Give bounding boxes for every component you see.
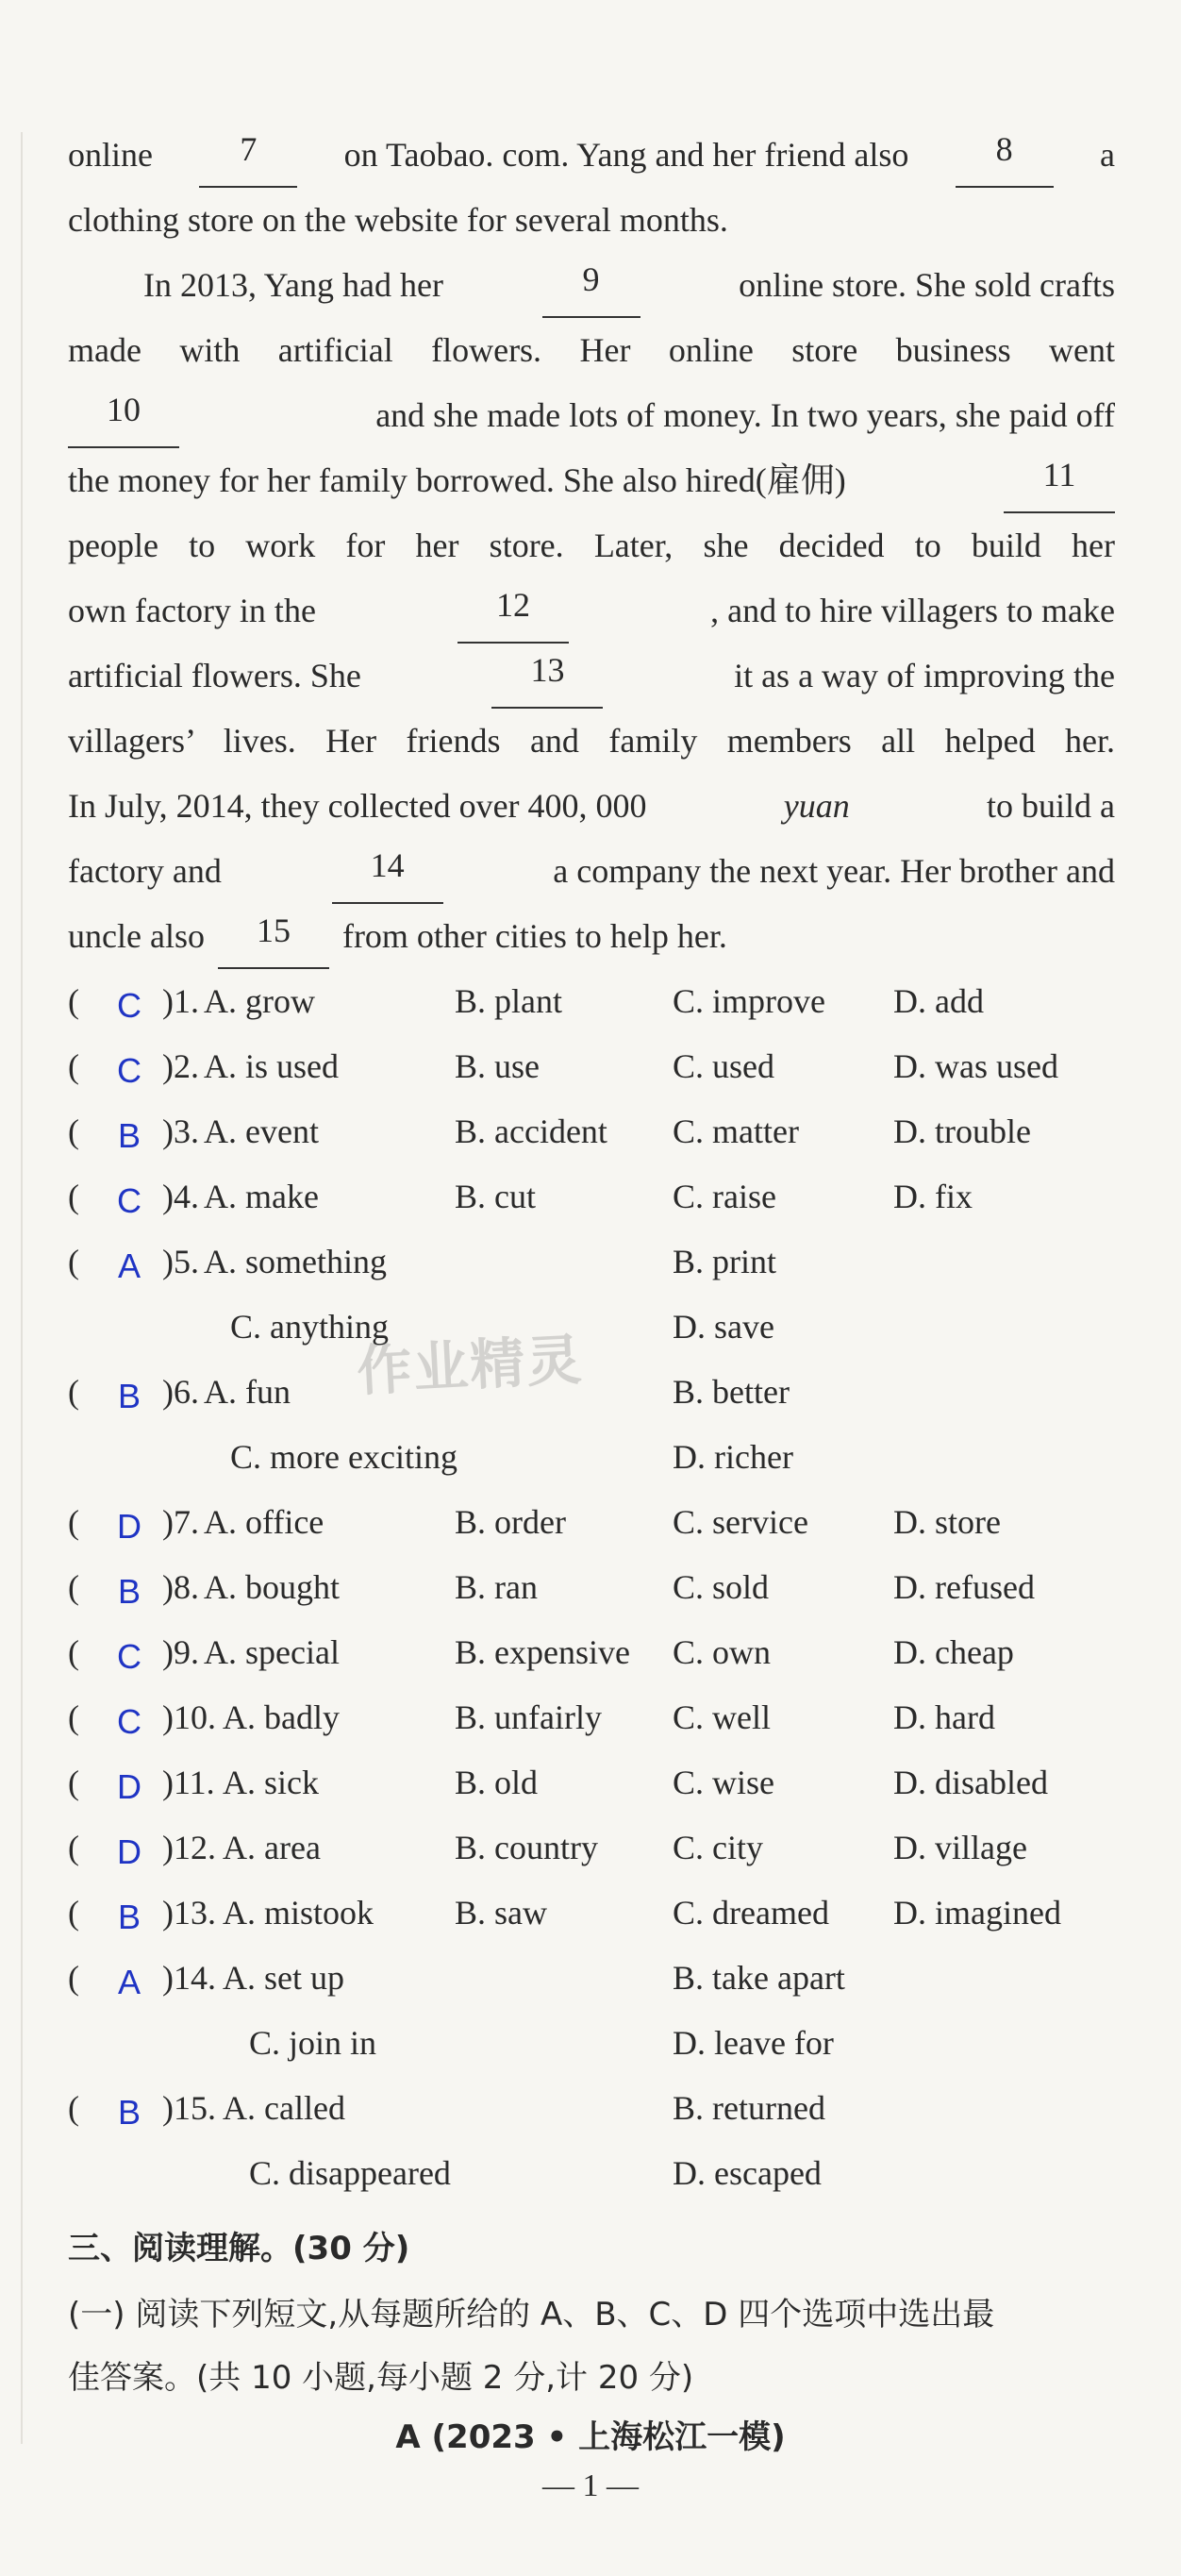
question-row [68, 1360, 1134, 1425]
option-d[interactable]: D. richer [673, 1438, 793, 1476]
option-b[interactable]: B. take apart [673, 1959, 845, 1997]
option-b[interactable]: B. old [455, 1764, 539, 1801]
text: people to work for her store. Later, she decided to build her [68, 527, 1115, 564]
option-a[interactable]: A. something [204, 1243, 387, 1280]
answer-paren: ( [68, 1698, 79, 1736]
option-a[interactable]: A. sick [223, 1764, 319, 1801]
option-b[interactable]: B. print [673, 1243, 777, 1280]
passage-line [68, 123, 1115, 188]
question-row [68, 1750, 1134, 1815]
answer-letter: B [117, 2093, 141, 2132]
question-row [68, 2076, 1134, 2141]
passage-line [68, 578, 1115, 644]
answer-paren: ( [68, 1633, 79, 1671]
question-number: )3. [162, 1112, 199, 1150]
page-edge-shadow [21, 132, 23, 2444]
option-d[interactable]: D. refused [893, 1568, 1035, 1606]
option-b[interactable]: B. country [455, 1829, 598, 1866]
passage-line [68, 188, 1115, 253]
option-c[interactable]: C. well [673, 1698, 771, 1736]
answer-letter: A [117, 1246, 141, 1285]
question-row [68, 1620, 1134, 1685]
text: In 2013, Yang had her [143, 266, 443, 304]
answer-letter: C [117, 1051, 141, 1090]
answer-letter: D [117, 1832, 141, 1871]
question-row-continued [68, 2141, 1134, 2206]
option-b[interactable]: B. ran [455, 1568, 538, 1606]
question-row [68, 1034, 1134, 1099]
option-a[interactable]: A. office [204, 1503, 324, 1541]
option-a[interactable]: A. called [223, 2089, 345, 2127]
passage-line [68, 644, 1115, 709]
question-number: )8. [162, 1568, 199, 1606]
page-number: — 1 — [542, 2468, 639, 2503]
option-c[interactable]: C. more exciting [230, 1438, 457, 1476]
text: a company the next year. Her brother and [553, 852, 1115, 890]
question-number: )11. [162, 1764, 215, 1801]
passage-line [68, 904, 1115, 969]
passage-line [68, 513, 1115, 578]
answer-paren: ( [68, 1829, 79, 1866]
option-d[interactable]: D. store [893, 1503, 1001, 1541]
option-c[interactable]: C. wise [673, 1764, 774, 1801]
question-row [68, 1555, 1134, 1620]
text: and she made lots of money. In two years, she paid off [375, 396, 1115, 434]
question-row [68, 1099, 1134, 1164]
question-row [68, 1164, 1134, 1229]
option-a[interactable]: A. set up [223, 1959, 344, 1997]
question-number: )10. [162, 1698, 216, 1736]
option-d[interactable]: D. escaped [673, 2154, 822, 2192]
blank-13: 13 [491, 644, 603, 709]
answer-letter: B [117, 1116, 141, 1155]
option-b[interactable]: B. cut [455, 1178, 536, 1215]
text: online [68, 136, 153, 174]
option-a[interactable]: A. grow [204, 982, 315, 1020]
question-number: )7. [162, 1503, 199, 1541]
text: own factory in the [68, 592, 316, 629]
answer-letter: C [117, 1637, 141, 1676]
answer-letter: B [117, 1377, 141, 1415]
answer-paren: ( [68, 1373, 79, 1411]
question-number: )14. [162, 1959, 216, 1997]
passage-line [68, 709, 1115, 774]
question-row [68, 1881, 1134, 1946]
question-number: )1. [162, 982, 199, 1020]
text: it as a way of improving the [734, 657, 1115, 694]
option-c[interactable]: C. disappeared [249, 2154, 451, 2192]
answer-letter: C [117, 1702, 141, 1741]
option-b[interactable]: B. unfairly [455, 1698, 602, 1736]
text: on Taobao. com. Yang and her friend also [343, 136, 909, 174]
passage-line [68, 448, 1115, 513]
option-a[interactable]: A. fun [204, 1373, 291, 1411]
section-title: 三、阅读理解。(30 分) [68, 2230, 410, 2267]
option-b[interactable]: B. better [673, 1373, 790, 1411]
answer-letter: B [117, 1572, 141, 1611]
section-instructions-line2: 佳答案。(共 10 小题,每小题 2 分,计 20 分) [68, 2359, 694, 2397]
text: villagers’ lives. Her friends and family members all helped her. [68, 722, 1115, 760]
text: , and to hire villagers to make [710, 592, 1115, 629]
passage-line [68, 383, 1115, 448]
passage-line [68, 318, 1115, 383]
question-number: )4. [162, 1178, 199, 1215]
answer-paren: ( [68, 1243, 79, 1280]
question-row [68, 969, 1134, 1034]
question-row-continued [68, 2011, 1134, 2076]
answer-paren: ( [68, 1178, 79, 1215]
blank-10: 10 [68, 383, 179, 448]
answer-paren: ( [68, 2089, 79, 2127]
option-d[interactable]: D. save [673, 1308, 774, 1346]
option-b[interactable]: B. returned [673, 2089, 825, 2127]
option-c[interactable]: C. join in [249, 2024, 377, 2062]
watermark-logo: 作业精灵 [355, 1327, 585, 1404]
option-a[interactable]: A. bought [204, 1568, 340, 1606]
text: made with artificial flowers. Her online store business went [68, 331, 1115, 369]
blank-9: 9 [542, 253, 640, 318]
passage-line [68, 839, 1115, 904]
answer-paren: ( [68, 1894, 79, 1932]
text: to build a [987, 787, 1115, 825]
question-number: )12. [162, 1829, 216, 1866]
question-number: )13. [162, 1894, 216, 1932]
question-row [68, 1946, 1134, 2011]
question-row-continued [68, 1295, 1134, 1360]
question-number: )2. [162, 1047, 199, 1085]
answer-letter: A [117, 1963, 141, 2001]
option-d[interactable]: D. imagined [893, 1894, 1061, 1932]
option-a[interactable]: A. event [204, 1112, 319, 1150]
option-c[interactable]: C. used [673, 1047, 774, 1085]
option-c[interactable]: C. service [673, 1503, 808, 1541]
question-row [68, 1685, 1134, 1750]
option-d[interactable]: D. village [893, 1829, 1027, 1866]
option-b[interactable]: B. order [455, 1503, 566, 1541]
text: a [1100, 136, 1115, 174]
option-a[interactable]: A. badly [223, 1698, 340, 1736]
blank-12: 12 [457, 578, 569, 644]
answer-letter: D [117, 1507, 141, 1546]
option-b[interactable]: B. saw [455, 1894, 547, 1932]
passage-line [68, 774, 1115, 839]
option-d[interactable]: D. fix [893, 1178, 973, 1215]
text: factory and [68, 852, 222, 890]
option-d[interactable]: D. cheap [893, 1633, 1014, 1671]
question-number: )15. [162, 2089, 216, 2127]
answer-paren: ( [68, 1112, 79, 1150]
option-d[interactable]: D. hard [893, 1698, 995, 1736]
option-c[interactable]: C. sold [673, 1568, 770, 1606]
answer-paren: ( [68, 1568, 79, 1606]
text-italic: yuan [783, 787, 850, 825]
option-d[interactable]: D. add [893, 982, 984, 1020]
question-row [68, 1815, 1134, 1881]
question-options [68, 969, 1134, 2206]
option-c[interactable]: C. improve [673, 982, 825, 1020]
option-a[interactable]: A. special [204, 1633, 340, 1671]
text: uncle also [68, 917, 205, 955]
option-a[interactable]: A. mistook [223, 1894, 374, 1932]
text: from other cities to help her. [341, 917, 727, 955]
option-b[interactable]: B. accident [455, 1112, 607, 1150]
option-a[interactable]: A. area [223, 1829, 321, 1866]
text: clothing store on the website for several months. [68, 201, 728, 239]
option-b[interactable]: B. plant [455, 982, 562, 1020]
source-label: A (2023 • 上海松江一模) [395, 2418, 786, 2456]
answer-paren: ( [68, 1503, 79, 1541]
option-d[interactable]: D. was used [893, 1047, 1058, 1085]
question-row [68, 1490, 1134, 1555]
answer-letter: B [117, 1898, 141, 1936]
question-row-continued [68, 1425, 1134, 1490]
option-b[interactable]: B. expensive [455, 1633, 630, 1671]
text: online store. She sold crafts [739, 266, 1115, 304]
answer-paren: ( [68, 982, 79, 1020]
question-number: )5. [162, 1243, 199, 1280]
answer-paren: ( [68, 1959, 79, 1997]
passage-line [68, 253, 1115, 318]
option-c[interactable]: C. anything [230, 1308, 389, 1346]
blank-8: 8 [956, 123, 1054, 188]
answer-paren: ( [68, 1764, 79, 1801]
option-c[interactable]: C. raise [673, 1178, 776, 1215]
option-c[interactable]: C. own [673, 1633, 772, 1671]
blank-7: 7 [199, 123, 297, 188]
option-a[interactable]: A. make [204, 1178, 319, 1215]
option-a[interactable]: A. is used [204, 1047, 339, 1085]
question-row [68, 1229, 1134, 1295]
answer-letter: C [117, 986, 141, 1025]
answer-letter: C [117, 1181, 141, 1220]
blank-14: 14 [332, 839, 443, 904]
cloze-passage [68, 123, 1115, 969]
option-d[interactable]: D. disabled [893, 1764, 1048, 1801]
option-b[interactable]: B. use [455, 1047, 540, 1085]
answer-paren: ( [68, 1047, 79, 1085]
answer-letter: D [117, 1767, 141, 1806]
text: In July, 2014, they collected over 400, 000 [68, 787, 647, 825]
blank-11: 11 [1004, 448, 1115, 513]
section-instructions-line1: (一) 阅读下列短文,从每题所给的 A、B、C、D 四个选项中选出最 [68, 2296, 995, 2333]
option-d[interactable]: D. leave for [673, 2024, 834, 2062]
blank-15: 15 [218, 904, 329, 969]
option-d[interactable]: D. trouble [893, 1112, 1031, 1150]
option-c[interactable]: C. city [673, 1829, 763, 1866]
question-number: )9. [162, 1633, 199, 1671]
text: artificial flowers. She [68, 657, 361, 694]
text: the money for her family borrowed. She also hired(雇佣) [68, 461, 846, 499]
question-number: )6. [162, 1373, 199, 1411]
option-c[interactable]: C. matter [673, 1112, 799, 1150]
option-c[interactable]: C. dreamed [673, 1894, 829, 1932]
